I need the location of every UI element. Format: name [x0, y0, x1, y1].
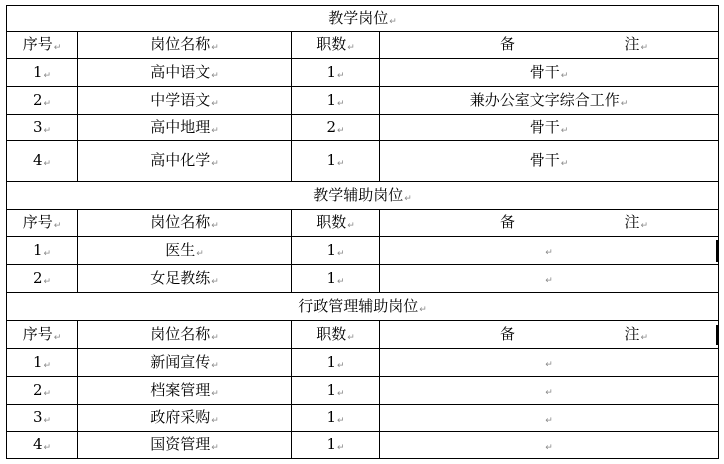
- cell-count: 2: [326, 117, 336, 136]
- table-row: 2↵ 档案管理↵ 1↵ ↵: [7, 377, 719, 405]
- cell-name: 高中地理: [150, 117, 211, 136]
- cell-seq: 1: [32, 352, 43, 371]
- table-row: 2↵ 女足教练↵ 1↵ ↵: [7, 265, 719, 293]
- cell-name: 国资管理: [150, 435, 211, 453]
- cell-seq: 1: [32, 62, 43, 81]
- cell-note: 骨干: [529, 117, 560, 136]
- cell-name: 政府采购: [150, 408, 211, 426]
- header-note: 备 注↵: [380, 321, 719, 349]
- section-title: 教学辅助岗位↵: [7, 182, 719, 210]
- cell-count: 1: [326, 408, 336, 426]
- header-row: [7, 210, 719, 237]
- cell-count: 1: [326, 268, 336, 287]
- cell-seq: 3: [32, 117, 43, 136]
- cell-note: 骨干: [529, 62, 560, 81]
- cell-seq: 4: [32, 435, 43, 453]
- cell-seq: 3: [32, 408, 43, 426]
- header-note: 备 注↵: [380, 210, 719, 237]
- table-row: 3↵ 政府采购↵ 1↵ ↵: [7, 405, 719, 432]
- table-row: 1↵ 高中语文↵ 1↵ 骨干↵: [7, 59, 719, 87]
- table-row: 3↵ 高中地理↵ 2↵ 骨干↵: [7, 115, 719, 141]
- section-title: 行政管理辅助岗位↵: [7, 293, 719, 321]
- section-title-row: [7, 182, 719, 210]
- cell-seq: 2: [32, 268, 43, 287]
- section-title: 教学岗位↵: [7, 6, 719, 32]
- cell-count: 1: [326, 435, 336, 453]
- cell-name: 医生: [165, 240, 196, 259]
- header-note: 备 注↵: [380, 32, 719, 59]
- section-title-row: [7, 293, 719, 321]
- header-count: 职数↵: [292, 32, 380, 59]
- header-seq: 序号↵: [7, 321, 78, 349]
- cell-seq: 4: [32, 151, 43, 169]
- cell-seq: 2: [32, 380, 43, 399]
- cell-count: 1: [326, 62, 336, 81]
- header-count: 职数↵: [292, 321, 380, 349]
- text-cursor-marker: [716, 325, 718, 345]
- cell-count: 1: [326, 240, 336, 259]
- header-name: 岗位名称↵: [78, 210, 292, 237]
- table-row: 4↵ 国资管理↵ 1↵ ↵: [7, 432, 719, 459]
- table-row: 1↵ 医生↵ 1↵ ↵: [7, 237, 719, 265]
- section-title-row: [7, 6, 719, 32]
- table-row: 1↵ 新闻宣传↵ 1↵ ↵: [7, 349, 719, 377]
- cell-name: 中学语文: [150, 90, 211, 109]
- header-count: 职数↵: [292, 210, 380, 237]
- table-row: 2↵ 中学语文↵ 1↵ 兼办公室文字综合工作↵: [7, 87, 719, 115]
- cell-seq: 1: [32, 240, 43, 259]
- header-seq: 序号↵: [7, 32, 78, 59]
- cell-name: 新闻宣传: [150, 352, 211, 371]
- positions-table: [6, 5, 719, 459]
- header-name: 岗位名称↵: [78, 321, 292, 349]
- cell-note: 兼办公室文字综合工作: [469, 90, 620, 109]
- cell-seq: 2: [32, 90, 43, 109]
- header-row: [7, 321, 719, 349]
- cell-name: 高中语文: [150, 62, 211, 81]
- cell-note: 骨干: [529, 151, 560, 169]
- header-seq: 序号↵: [7, 210, 78, 237]
- cell-count: 1: [326, 90, 336, 109]
- cell-count: 1: [326, 151, 336, 169]
- cell-name: 女足教练: [150, 268, 211, 287]
- table-row: 4↵ 高中化学↵ 1↵ 骨干↵: [7, 141, 719, 182]
- header-row: [7, 32, 719, 59]
- header-name: 岗位名称↵: [78, 32, 292, 59]
- cell-count: 1: [326, 352, 336, 371]
- text-cursor-marker: [716, 240, 718, 262]
- cell-name: 档案管理: [150, 380, 211, 399]
- cell-name: 高中化学: [150, 151, 211, 169]
- cell-count: 1: [326, 380, 336, 399]
